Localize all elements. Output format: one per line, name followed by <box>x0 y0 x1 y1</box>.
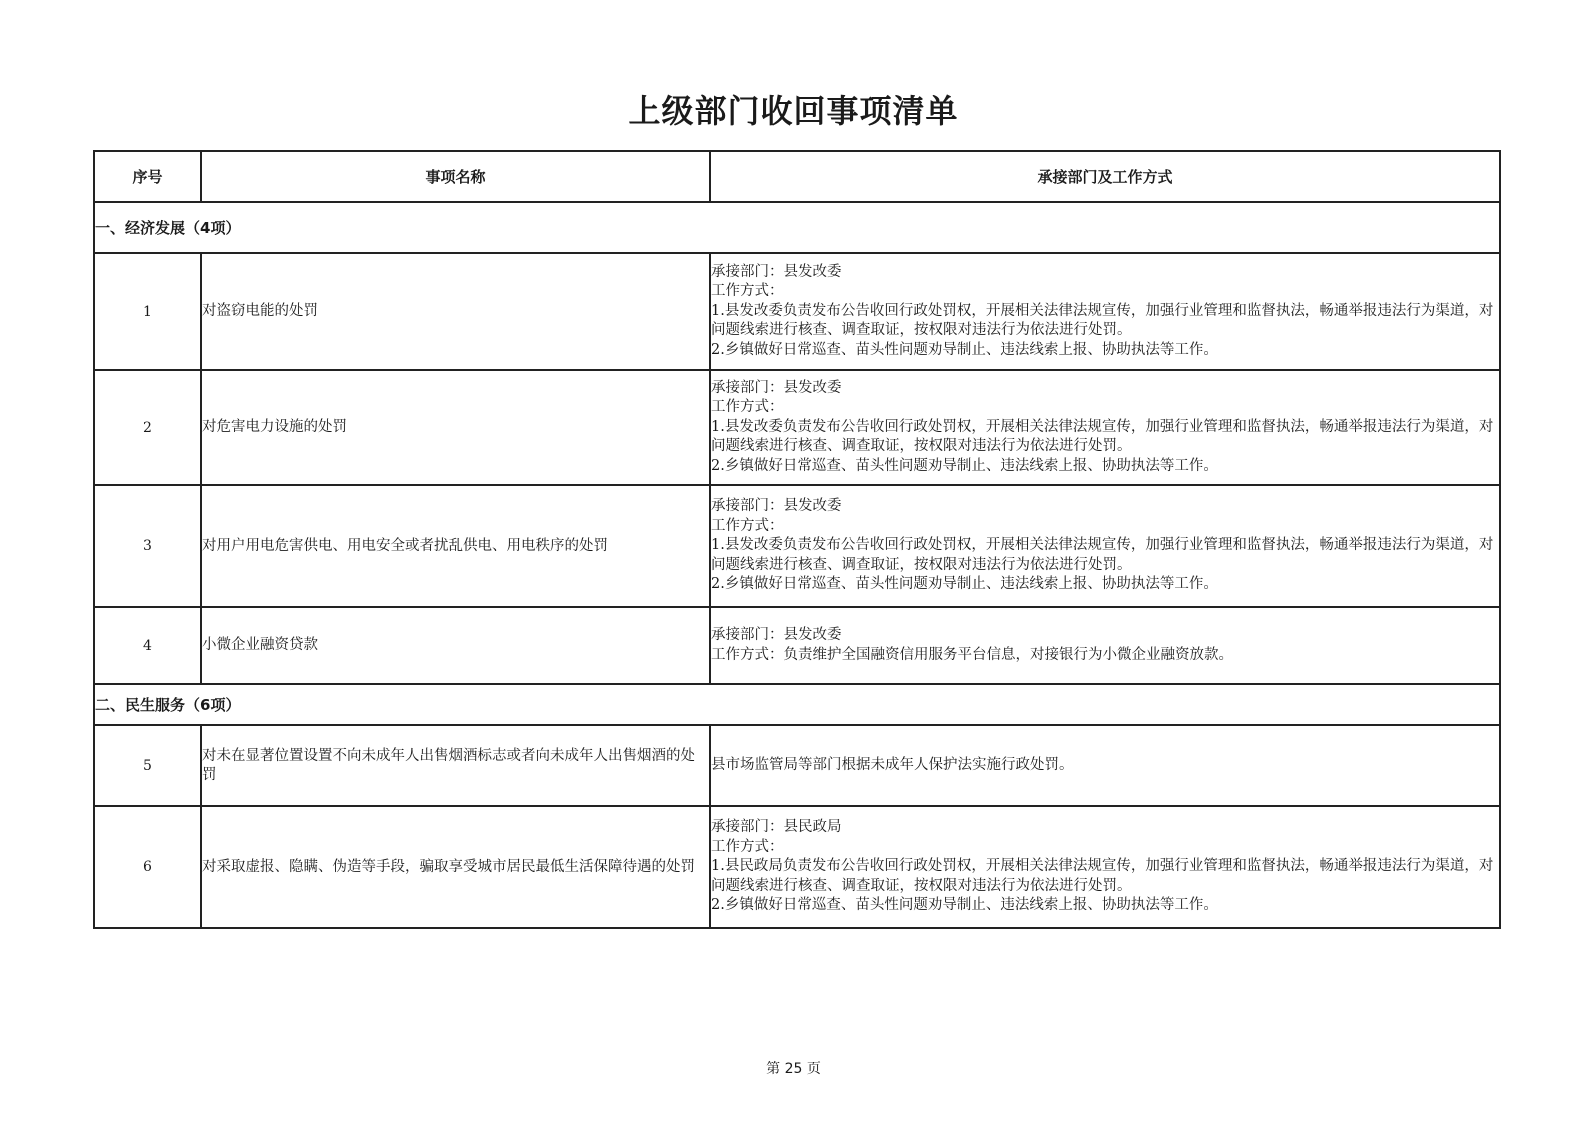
mode-line: 承接部门：县发改委 <box>711 379 842 396</box>
row-name: 对盗窃电能的处罚 <box>201 253 710 370</box>
mode-line: 工作方式： <box>711 283 784 300</box>
table-row <box>94 253 1500 370</box>
row-seq: 3 <box>94 485 201 607</box>
row-name: 小微企业融资贷款 <box>201 607 710 684</box>
mode-line: 承接部门：县发改委 <box>711 498 842 515</box>
row-name: 对危害电力设施的处罚 <box>201 370 710 485</box>
mode-line: 1.县发改委负责发布公告收回行政处罚权，开展相关法律法规宣传，加强行业管理和监督执法，畅通举报违法行为渠道，对问题线索进行核查、调查取证，按权限对违法行为依法进行处罚。 <box>711 418 1494 455</box>
mode-line: 2.乡镇做好日常巡查、苗头性问题劝导制止、违法线索上报、协助执法等工作。 <box>711 897 1218 914</box>
row-mode <box>710 485 1500 607</box>
section-row-livelihood <box>94 684 1500 725</box>
row-name: 对用户用电危害供电、用电安全或者扰乱供电、用电秩序的处罚 <box>201 485 710 607</box>
header-seq: 序号 <box>94 151 201 202</box>
page-title: 上级部门收回事项清单 <box>628 92 959 130</box>
header-mode: 承接部门及工作方式 <box>710 151 1500 202</box>
page-number: 第 25 页 <box>766 1061 821 1077</box>
table-row <box>94 370 1500 485</box>
mode-line: 工作方式： <box>711 399 784 416</box>
row-mode <box>710 806 1500 928</box>
row-seq: 4 <box>94 607 201 684</box>
section-row-economy <box>94 202 1500 253</box>
section-label: 二、民生服务（6项） <box>94 684 1500 725</box>
table-row <box>94 607 1500 684</box>
mode-line: 2.乡镇做好日常巡查、苗头性问题劝导制止、违法线索上报、协助执法等工作。 <box>711 341 1218 358</box>
mode-line: 工作方式：负责维护全国融资信用服务平台信息，对接银行为小微企业融资放款。 <box>711 646 1233 663</box>
row-mode <box>710 725 1500 806</box>
table-header-row <box>94 151 1500 202</box>
table-row <box>94 725 1500 806</box>
row-name: 对采取虚报、隐瞒、伪造等手段，骗取享受城市居民最低生活保障待遇的处罚 <box>201 806 710 928</box>
mode-line: 工作方式： <box>711 838 784 855</box>
row-seq: 6 <box>94 806 201 928</box>
mode-line: 工作方式： <box>711 517 784 534</box>
section-label: 一、经济发展（4项） <box>94 202 1500 253</box>
row-seq: 2 <box>94 370 201 485</box>
row-mode <box>710 607 1500 684</box>
mode-line: 县市场监管局等部门根据未成年人保护法实施行政处罚。 <box>711 756 1074 773</box>
header-name: 事项名称 <box>201 151 710 202</box>
row-name: 对未在显著位置设置不向未成年人出售烟酒标志或者向未成年人出售烟酒的处罚 <box>201 725 710 806</box>
table-row <box>94 806 1500 928</box>
row-seq: 1 <box>94 253 201 370</box>
mode-line: 1.县发改委负责发布公告收回行政处罚权，开展相关法律法规宣传，加强行业管理和监督执法，畅通举报违法行为渠道，对问题线索进行核查、调查取证，按权限对违法行为依法进行处罚。 <box>711 302 1494 339</box>
table-row <box>94 485 1500 607</box>
mode-line: 2.乡镇做好日常巡查、苗头性问题劝导制止、违法线索上报、协助执法等工作。 <box>711 576 1218 593</box>
mode-line: 1.县民政局负责发布公告收回行政处罚权，开展相关法律法规宣传，加强行业管理和监督执法，畅通举报违法行为渠道，对问题线索进行核查、调查取证，按权限对违法行为依法进行处罚。 <box>711 858 1494 894</box>
mode-line: 承接部门：县发改委 <box>711 627 842 643</box>
row-mode <box>710 253 1500 370</box>
row-seq: 5 <box>94 725 201 806</box>
row-mode <box>710 370 1500 485</box>
mode-line: 2.乡镇做好日常巡查、苗头性问题劝导制止、违法线索上报、协助执法等工作。 <box>711 457 1218 474</box>
mode-line: 承接部门：县民政局 <box>711 819 842 836</box>
item-list-table <box>93 150 1501 929</box>
mode-line: 1.县发改委负责发布公告收回行政处罚权，开展相关法律法规宣传，加强行业管理和监督执法，畅通举报违法行为渠道，对问题线索进行核查、调查取证，按权限对违法行为依法进行处罚。 <box>711 537 1494 573</box>
mode-line: 承接部门：县发改委 <box>711 263 842 280</box>
